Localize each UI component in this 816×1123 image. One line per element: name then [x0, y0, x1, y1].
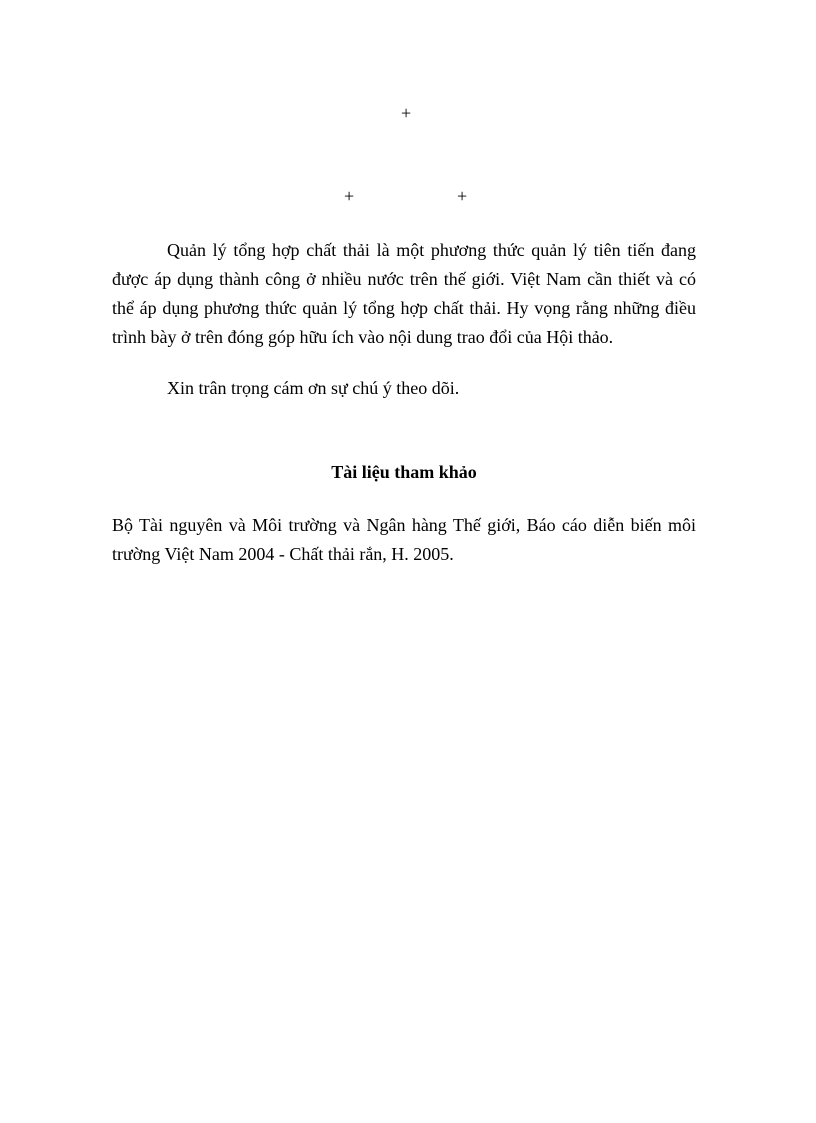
plus-mark-left: +: [344, 186, 355, 206]
summary-paragraph: Quản lý tổng hợp chất thải là một phương thức quản lý tiên tiến đang được áp dụng thành công ở nhiều nước trên thế giới. Việt Nam cần thiết và có thể áp dụng phương thức quản lý tổng hợp chất thải. Hy vọng rằng những điều trình bày ở trên đóng góp hữu ích vào nội dung trao đổi của Hội thảo.: [112, 240, 696, 347]
plus-mark-top: +: [401, 103, 412, 123]
thanks-paragraph: Xin trân trọng cám ơn sự chú ý theo dõi.: [167, 378, 460, 398]
plus-mark-right: +: [457, 186, 468, 206]
reference-entry: Bộ Tài nguyên và Môi trường và Ngân hàng Thế giới, Báo cáo diễn biến môi trường Việt Nam 2004 - Chất thải rắn, H. 2005.: [112, 515, 696, 564]
references-heading: Tài liệu tham khảo: [331, 462, 477, 482]
